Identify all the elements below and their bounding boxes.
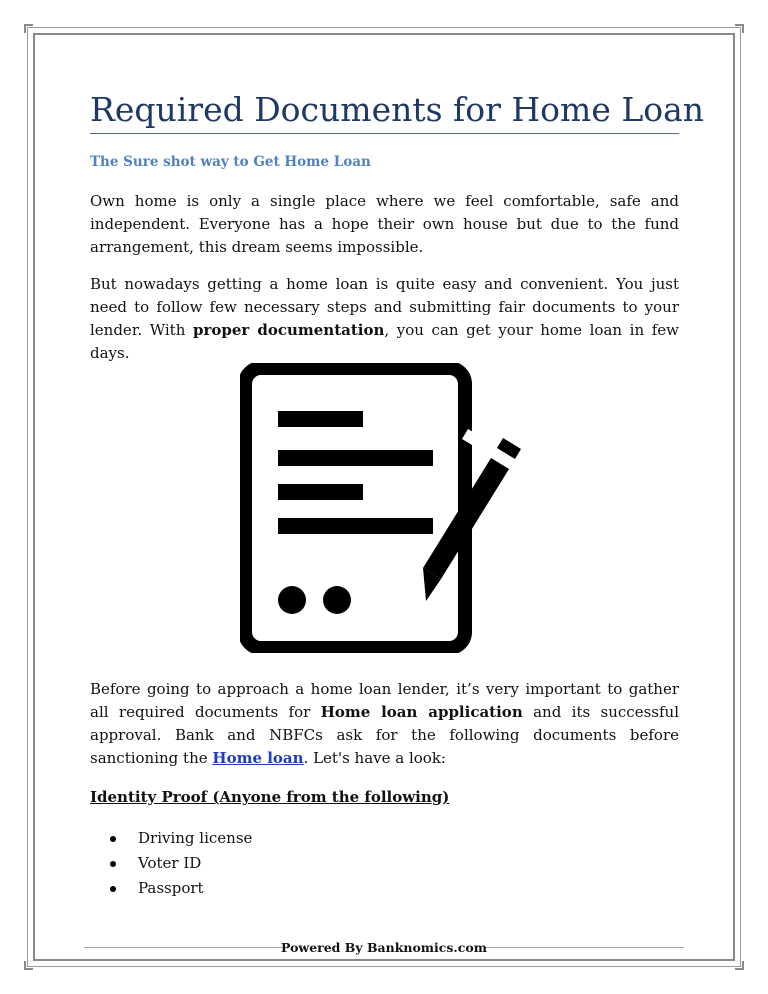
list-item: Driving license	[110, 826, 252, 851]
title-underline	[90, 133, 679, 134]
documents-paragraph	[90, 678, 679, 770]
paragraph-text: and its successful approval. Bank and NBFCs ask for the following documents before sanctioning the	[90, 703, 679, 767]
identity-proof-heading: Identity Proof (Anyone from the following)	[90, 788, 450, 806]
paragraph-text: But nowadays getting a home loan is quite easy and convenient. You just need to follow few necessary steps and submitting fair documents to your lender. With	[90, 275, 679, 339]
identity-proof-list	[110, 826, 252, 901]
border-corner	[735, 961, 744, 970]
bold-text: Home loan application	[320, 703, 523, 721]
intro-paragraph: Own home is only a single place where we feel comfortable, safe and independent. Everyone has a hope their own house but due to the fund arrangement, this dream seems impossible.	[90, 192, 679, 256]
page-title: Required Documents for Home Loan	[90, 90, 705, 129]
paragraph-text: Before going to approach a home loan lender, it’s very important to gather all required documents for	[90, 680, 679, 721]
bold-text: proper documentation	[192, 321, 385, 339]
convenience-paragraph	[90, 273, 679, 365]
paragraph-text: . Let's have a look:	[303, 749, 446, 767]
document-with-pencil-icon	[240, 363, 530, 653]
border-corner	[24, 961, 33, 970]
home-loan-link[interactable]: Home loan	[212, 749, 304, 767]
border-corner	[735, 24, 744, 33]
border-corner	[24, 24, 33, 33]
list-item: Passport	[110, 876, 252, 901]
footer-text: Powered By Banknomics.com	[281, 940, 487, 955]
list-item: Voter ID	[110, 851, 252, 876]
paragraph-text: , you can get your home loan in few days.	[90, 321, 680, 362]
subtitle: The Sure shot way to Get Home Loan	[90, 154, 371, 170]
